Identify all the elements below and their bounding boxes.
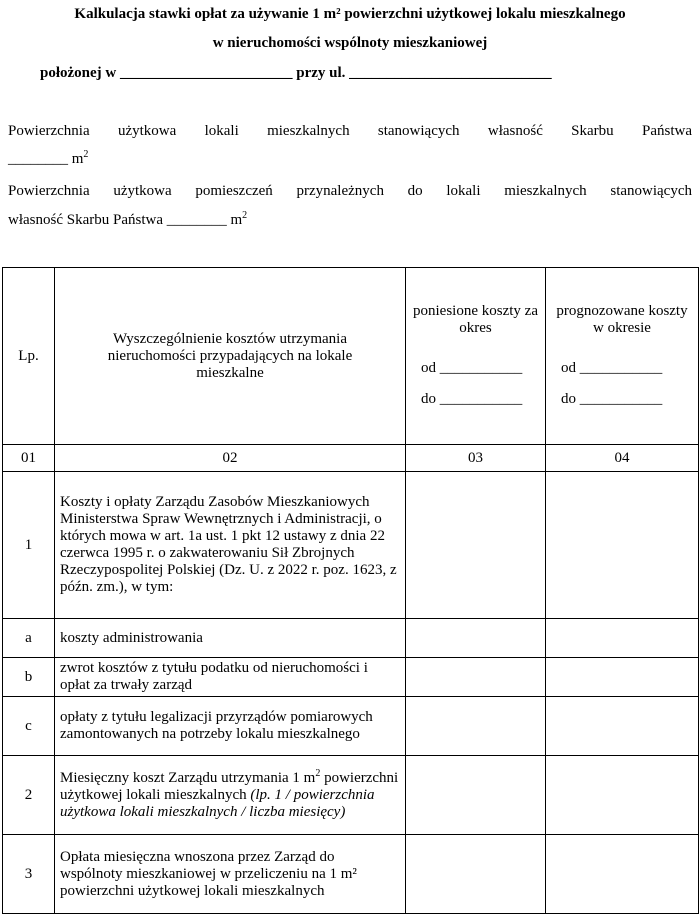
unit-superscript: 2	[315, 767, 321, 779]
forecast-to: do ___________	[561, 391, 663, 407]
row-text: Miesięczny koszt Zarządu utrzymania 1 m	[60, 769, 316, 786]
column-number: 03	[406, 445, 546, 472]
table-header-row	[3, 268, 699, 445]
table-row	[3, 472, 699, 619]
forecast-value-cell[interactable]	[546, 756, 699, 835]
column-number: 04	[546, 445, 699, 472]
forecast-title: prognozowane koszty w okresie	[556, 303, 688, 336]
incurred-value-cell[interactable]	[406, 472, 546, 619]
column-number: 02	[55, 445, 406, 472]
table-row	[3, 697, 699, 756]
incurred-period	[411, 359, 540, 409]
row-lp: 3	[3, 835, 55, 914]
column-number-row	[3, 445, 699, 472]
column-number: 01	[3, 445, 55, 472]
row-description	[55, 756, 406, 835]
table-row	[3, 835, 699, 914]
area-auxiliary-label: Powierzchnia użytkowa pomieszczeń przynależnych do lokali mieszkalnych stanowiących	[8, 183, 692, 199]
table-row	[3, 756, 699, 835]
area-auxiliary-field	[8, 211, 692, 229]
unit-superscript: 2	[242, 210, 248, 221]
forecast-value-cell[interactable]	[546, 619, 699, 658]
document-title-line3: położonej w _______________________ przy ul. ___________________________	[40, 65, 552, 81]
row-description: Koszty i opłaty Zarządu Zasobów Mieszkaniowych Ministerstwa Spraw Wewnętrznych i Administracji, o których mowa w art. 1a ust. 1 pkt 12 ustawy z dnia 22 czerwca 1995 r. o zakwaterowaniu Sił Zbrojnych Rzeczypospolitej Polskiej (Dz. U. z 2022 r. poz. 1623, z późn. zm.), w tym:	[55, 472, 406, 619]
row-lp: 1	[3, 472, 55, 619]
row-lp: c	[3, 697, 55, 756]
incurred-value-cell[interactable]	[406, 658, 546, 697]
table-row	[3, 658, 699, 697]
forecast-value-cell[interactable]	[546, 658, 699, 697]
incurred-to: do ___________	[421, 391, 523, 407]
row-description: opłaty z tytułu legalizacji przyrządów pomiarowych zamontowanych na potrzeby lokalu mieszkalnego	[55, 697, 406, 756]
area-residential-field	[8, 150, 692, 168]
incurred-value-cell[interactable]	[406, 619, 546, 658]
row-lp: a	[3, 619, 55, 658]
header-incurred-costs	[406, 268, 546, 445]
incurred-title: poniesione koszty za okres	[413, 303, 538, 336]
area-auxiliary-blank: własność Skarbu Państwa ________ m	[8, 212, 243, 228]
incurred-value-cell[interactable]	[406, 835, 546, 914]
unit-superscript: 2	[83, 149, 89, 160]
header-forecast-costs	[546, 268, 699, 445]
forecast-from: od ___________	[561, 360, 663, 376]
row-lp: b	[3, 658, 55, 697]
area-residential-label: Powierzchnia użytkowa lokali mieszkalnych stanowiących własność Skarbu Państwa	[8, 123, 692, 139]
table-row	[3, 619, 699, 658]
forecast-period	[551, 359, 693, 409]
header-lp: Lp.	[3, 268, 55, 445]
forecast-value-cell[interactable]	[546, 697, 699, 756]
forecast-value-cell[interactable]	[546, 835, 699, 914]
row-text: powierzchni użytkowej lokali mieszkalnych	[60, 769, 399, 803]
document-title-line1: Kalkulacja stawki opłat za używanie 1 m² powierzchni użytkowej lokalu mieszkalnego	[74, 6, 626, 22]
incurred-value-cell[interactable]	[406, 697, 546, 756]
row-description: zwrot kosztów z tytułu podatku od nieruchomości i opłat za trwały zarząd	[55, 658, 406, 697]
forecast-value-cell[interactable]	[546, 472, 699, 619]
row-lp: 2	[3, 756, 55, 835]
incurred-value-cell[interactable]	[406, 756, 546, 835]
incurred-from: od ___________	[421, 360, 523, 376]
document-title-line2: w nieruchomości wspólnoty mieszkaniowej	[212, 35, 488, 51]
row-description: Opłata miesięczna wnoszona przez Zarząd do wspólnoty mieszkaniowej w przeliczeniu na 1 m² powierzchni użytkowej lokali mieszkalnych	[55, 835, 406, 914]
area-residential-blank: ________ m	[8, 151, 84, 167]
header-description: Wyszczególnienie kosztów utrzymania nieruchomości przypadających na lokale mieszkalne	[55, 268, 406, 445]
row-formula: (lp. 1 / powierzchnia użytkowa lokali mieszkalnych / liczba miesięcy)	[60, 786, 375, 820]
cost-calculation-table	[2, 267, 699, 914]
row-description: koszty administrowania	[55, 619, 406, 658]
